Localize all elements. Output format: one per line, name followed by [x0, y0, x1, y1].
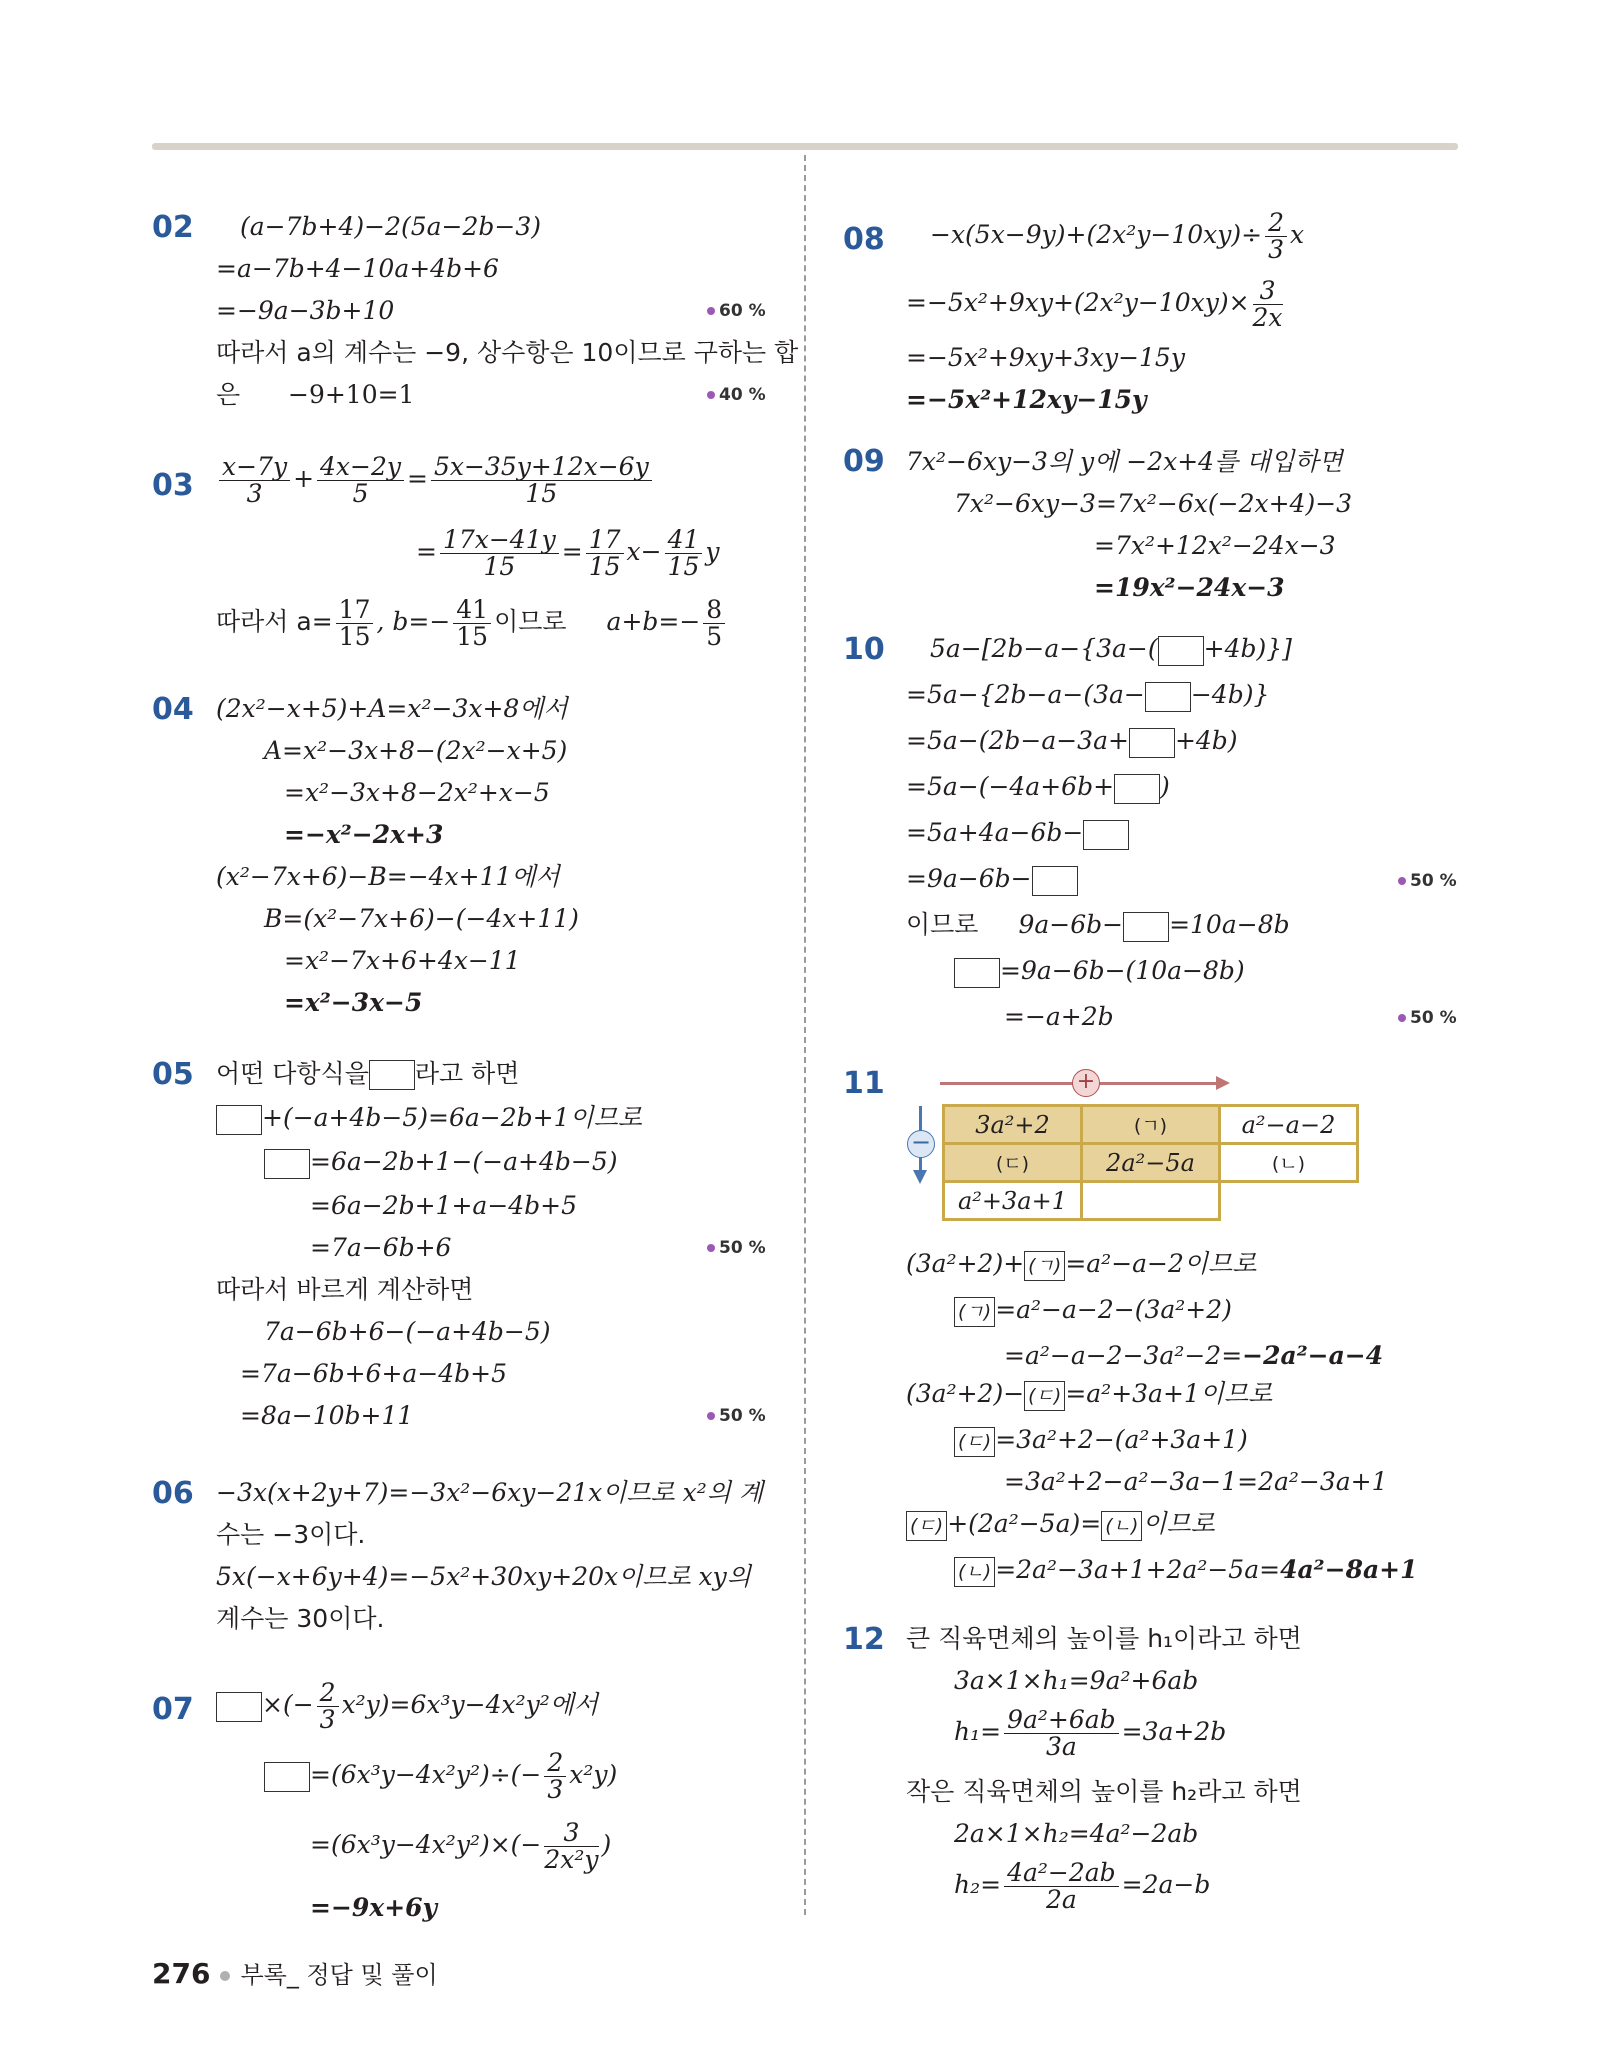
label-box: (ㄷ) [906, 1511, 947, 1541]
p12-line-4: 작은 직육면체의 높이를 h₂라고 하면 [906, 1777, 1302, 1806]
p11-grid [942, 1104, 1359, 1221]
p10-text: =5a−(2b−a−3a+ [906, 726, 1129, 755]
p12-line-3 [954, 1707, 1226, 1760]
blank-box [1129, 728, 1175, 758]
p04-line-5: (x²−7x+6)−B=−4x+11에서 [216, 862, 560, 891]
p12-text: h₁= [954, 1717, 1002, 1746]
label-box: (ㄱ) [954, 1297, 995, 1327]
frac-den: 2a [1045, 1885, 1077, 1914]
p11-line-6: =3a²+2−a²−3a−1=2a²−3a+1 [1004, 1467, 1388, 1496]
p11-text: =a²+3a+1이므로 [1065, 1379, 1273, 1408]
p08-text: =−5x²+9xy+(2x²y−10xy)× [906, 288, 1250, 317]
blank-box [954, 958, 1000, 988]
column-divider [804, 155, 806, 1915]
p09-answer: =19x²−24x−3 [1094, 573, 1285, 602]
p05-line-2 [216, 1102, 642, 1135]
frac-den: 15 [667, 552, 700, 581]
p11-line-8 [954, 1554, 1418, 1587]
grid-cell: (ㄴ) [1220, 1144, 1358, 1182]
frac-num: 17x−41y [440, 527, 559, 554]
p06-line-3: 5x(−x+6y+4)=−5x²+30xy+20x이므로 xy의 [216, 1562, 751, 1591]
p03-text-d: a+b=− [606, 607, 701, 636]
frac-num: 2 [1265, 210, 1287, 237]
p02-line-5b: −9+10=1 [288, 380, 415, 409]
p11-text: =3a²+2−(a²+3a+1) [995, 1425, 1248, 1454]
p03-text-a: 따라서 a= [216, 607, 333, 636]
footer-text: 부록_ 정답 및 풀이 [240, 1961, 438, 1989]
label-box: (ㄷ) [954, 1427, 995, 1457]
p03-line-2 [416, 527, 720, 580]
p02-line-2: =a−7b+4−10a+4b+6 [216, 254, 499, 283]
p12-text: =3a+2b [1121, 1717, 1227, 1746]
x-minus: x− [626, 537, 662, 566]
blank-box [1083, 820, 1129, 850]
p07-line-1 [216, 1680, 598, 1733]
bullet-icon [220, 1971, 230, 1981]
p10-text: +4b)}] [1203, 634, 1292, 663]
p09-line-1: 7x²−6xy−3의 y에 −2x+4를 대입하면 [906, 447, 1343, 476]
p02-line-1: (a−7b+4)−2(5a−2b−3) [240, 212, 542, 241]
arrow-head-icon [1216, 1076, 1230, 1090]
p07-answer: =−9x+6y [310, 1893, 438, 1922]
frac-num: 17 [586, 527, 624, 554]
p10-text: =5a−(−4a+6b+ [906, 772, 1115, 801]
p12-text: =2a−b [1121, 1870, 1211, 1899]
p12-line-2: 3a×1×h₁=9a²+6ab [954, 1666, 1199, 1695]
p07-text-b: x²y)=6x³y−4x²y²에서 [341, 1690, 599, 1719]
blank-box [216, 1692, 262, 1722]
p05-line-9: =8a−10b+11 [240, 1401, 414, 1430]
problem-number-12: 12 [843, 1622, 885, 1657]
p07-text: ) [601, 1830, 612, 1859]
frac-den: 15 [483, 552, 516, 581]
p10-text: 이므로 [906, 910, 979, 939]
frac-num: 9a²+6ab [1004, 1707, 1119, 1734]
page-footer [152, 1955, 438, 1990]
blank-box [1032, 866, 1078, 896]
p05-line-7: 7a−6b+6−(−a+4b−5) [264, 1317, 551, 1346]
p11-line-3 [1004, 1340, 1383, 1372]
frac-num: 41 [665, 527, 703, 554]
problem-number-10: 10 [843, 632, 885, 667]
blank-box [216, 1105, 262, 1135]
plus: + [293, 464, 315, 493]
p07-line-3 [310, 1820, 611, 1873]
p11-text: =a²−a−2−(3a²+2) [995, 1295, 1232, 1324]
p04-line-7: =x²−7x+6+4x−11 [284, 946, 521, 975]
problem-number-03: 03 [152, 468, 194, 503]
p10-text: =5a−{2b−a−(3a− [906, 680, 1145, 709]
p12-text: h₂= [954, 1870, 1002, 1899]
p11-line-1 [906, 1248, 1256, 1281]
p05-text: =6a−2b+1−(−a+4b−5) [310, 1147, 618, 1176]
p09-line-2: 7x²−6xy−3=7x²−6x(−2x+4)−3 [954, 489, 1353, 518]
frac-den: 15 [525, 479, 558, 508]
p11-line-7 [906, 1508, 1215, 1541]
p05-line-8: =7a−6b+6+a−4b+5 [240, 1359, 508, 1388]
blank-box [1158, 636, 1204, 666]
p07-text: =(6x³y−4x²y²)÷(− [310, 1760, 542, 1789]
p10-score-1: 50 % [1398, 871, 1457, 891]
header-rule [152, 143, 1458, 150]
p10-line-7 [906, 909, 1290, 942]
frac-num: 2 [544, 1750, 566, 1777]
problem-number-06: 06 [152, 1476, 194, 1511]
problem-number-07: 07 [152, 1692, 194, 1727]
frac-num: 17 [336, 597, 374, 624]
p03-line-1 [216, 454, 655, 507]
p10-text: ) [1160, 772, 1170, 801]
p03-text-b: , b=− [376, 607, 451, 636]
p10-text: +4b) [1174, 726, 1238, 755]
p11-text: =2a²−3a+1+2a²−5a= [995, 1555, 1281, 1584]
p02-line-5a: 은 [216, 380, 241, 409]
equals: = [561, 537, 583, 566]
p05-line-6: 따라서 바르게 계산하면 [216, 1275, 474, 1304]
p11-text: 이므로 [1142, 1509, 1215, 1538]
frac-den: 3 [1268, 235, 1284, 264]
frac-den: 5 [706, 622, 723, 651]
frac-den: 2x²y [544, 1845, 599, 1874]
p04-answer-b: =x²−3x−5 [284, 988, 423, 1017]
p02-score-2: 40 % [707, 385, 766, 405]
p05-text: +(−a+4b−5)=6a−2b+1이므로 [262, 1103, 642, 1132]
frac-den: 5 [352, 479, 369, 508]
frac-num: 4a²−2ab [1004, 1860, 1119, 1887]
p09-line-3: =7x²+12x²−24x−3 [1094, 531, 1336, 560]
p05-line-1 [216, 1058, 519, 1090]
p06-line-4: 계수는 30이다. [216, 1604, 385, 1633]
p11-line-2 [954, 1294, 1232, 1327]
frac-num: x−7y [219, 454, 290, 481]
p04-line-1: (2x²−x+5)+A=x²−3x+8에서 [216, 694, 568, 723]
p10-text: =10a−8b [1169, 910, 1290, 939]
problem-number-04: 04 [152, 692, 194, 727]
problem-number-08: 08 [843, 222, 885, 257]
blank-box [1114, 774, 1160, 804]
p11-text: =a²−a−2이므로 [1065, 1249, 1257, 1278]
plus-icon: + [1072, 1069, 1100, 1097]
p11-answer-b: 4a²−8a+1 [1280, 1555, 1418, 1584]
p05-line-3 [264, 1146, 617, 1179]
p11-text: (3a²+2)− [906, 1379, 1025, 1408]
frac-den: 15 [338, 622, 371, 651]
p10-text: −4b)} [1190, 680, 1270, 709]
p07-text: x²y) [569, 1760, 618, 1789]
p12-line-6 [954, 1860, 1210, 1913]
p05-score-1: 50 % [707, 1238, 766, 1258]
grid-cell: 3a²+2 [944, 1106, 1082, 1144]
p05-text-a: 어떤 다항식을 [216, 1059, 369, 1088]
p07-line-2 [264, 1750, 617, 1803]
p08-answer: =−5x²+12xy−15y [906, 385, 1147, 414]
p10-text: =9a−6b− [906, 864, 1032, 893]
p10-line-5 [906, 817, 1129, 850]
p07-text-a: ×(− [262, 1690, 314, 1719]
label-box: (ㄴ) [1101, 1511, 1142, 1541]
grid-cell: 2a²−5a [1082, 1144, 1220, 1182]
frac-num: 3 [544, 1820, 598, 1847]
p10-line-9: =−a+2b [1004, 1002, 1114, 1031]
frac-num: 4x−2y [317, 454, 404, 481]
frac-den: 3 [319, 1705, 336, 1734]
p10-text: =9a−6b−(10a−8b) [1000, 956, 1245, 985]
grid-cell: a²+3a+1 [944, 1182, 1082, 1220]
arrow-head-icon [913, 1170, 927, 1184]
minus-icon: − [907, 1130, 935, 1158]
p08-line-1 [930, 210, 1304, 263]
p10-line-3 [906, 725, 1238, 758]
frac-den: 15 [456, 622, 489, 651]
problem-number-11: 11 [843, 1066, 885, 1101]
p02-line-3: =−9a−3b+10 [216, 296, 395, 325]
equals: = [416, 537, 437, 566]
p10-line-2 [906, 679, 1269, 712]
p11-text: +(2a²−5a)= [947, 1509, 1102, 1538]
problem-number-02: 02 [152, 210, 194, 245]
p11-text: =a²−a−2−3a²−2= [1004, 1341, 1243, 1370]
p10-score-2: 50 % [1398, 1008, 1457, 1028]
grid-cell: (ㄷ) [944, 1144, 1082, 1182]
p08-line-3: =−5x²+9xy+3xy−15y [906, 343, 1185, 372]
label-box: (ㄱ) [1024, 1251, 1065, 1281]
p05-score-2: 50 % [707, 1406, 766, 1426]
p06-line-1: −3x(x+2y+7)=−3x²−6xy−21x이므로 x²의 계 [216, 1478, 764, 1507]
label-box: (ㄷ) [1024, 1381, 1065, 1411]
p11-answer-a: −2a²−a−4 [1242, 1341, 1384, 1370]
p12-line-5: 2a×1×h₂=4a²−2ab [954, 1819, 1199, 1848]
frac-den: 3 [547, 1775, 564, 1804]
p10-line-4 [906, 771, 1170, 804]
p05-text-b: 라고 하면 [414, 1059, 520, 1088]
grid-cell: (ㄱ) [1082, 1106, 1220, 1144]
page-number: 276 [152, 1957, 211, 1990]
blank-box [369, 1060, 415, 1090]
frac-den: 3 [246, 479, 263, 508]
grid-cell: a²−a−2 [1220, 1106, 1358, 1144]
p05-line-5: =7a−6b+6 [310, 1233, 452, 1262]
p10-line-1 [930, 633, 1292, 666]
grid-cell [1082, 1182, 1220, 1220]
p06-line-2: 수는 −3이다. [216, 1520, 366, 1549]
p04-line-6: B=(x²−7x+6)−(−4x+11) [264, 904, 579, 933]
frac-den: 2x [1252, 303, 1283, 332]
p07-text: =(6x³y−4x²y²)×(− [310, 1830, 542, 1859]
p12-line-1: 큰 직육면체의 높이를 h₁이라고 하면 [906, 1624, 1302, 1653]
p10-text: 9a−6b− [1018, 910, 1124, 939]
y: y [705, 537, 720, 566]
p02-score-1: 60 % [707, 301, 766, 321]
problem-number-05: 05 [152, 1057, 194, 1092]
blank-box [264, 1762, 310, 1792]
p10-line-8 [954, 955, 1245, 988]
p11-line-5 [954, 1424, 1248, 1457]
label-box: (ㄴ) [954, 1557, 995, 1587]
p03-line-3 [216, 597, 728, 650]
frac-num: 2 [317, 1680, 339, 1707]
frac-num: 5x−35y+12x−6y [431, 454, 652, 481]
frac-den: 3a [1045, 1732, 1077, 1761]
problem-number-09: 09 [843, 444, 885, 479]
frac-num: 8 [703, 597, 725, 624]
p10-text: =5a+4a−6b− [906, 818, 1084, 847]
blank-box [1123, 912, 1169, 942]
p11-line-4 [906, 1378, 1272, 1411]
p08-line-2 [906, 278, 1286, 331]
p05-line-4: =6a−2b+1+a−4b+5 [310, 1191, 578, 1220]
p04-answer-a: =−x²−2x+3 [284, 820, 444, 849]
p08-text: x [1289, 220, 1305, 249]
p10-text: 5a−[2b−a−{3a−( [930, 634, 1158, 663]
equals: = [407, 464, 428, 493]
p04-line-3: =x²−3x+8−2x²+x−5 [284, 778, 550, 807]
p11-text: (3a²+2)+ [906, 1249, 1025, 1278]
frac-num: 41 [453, 597, 491, 624]
p08-text: −x(5x−9y)+(2x²y−10xy)÷ [930, 220, 1263, 249]
frac-num: 3 [1253, 278, 1283, 305]
blank-box [1145, 682, 1191, 712]
p10-line-6 [906, 863, 1078, 896]
p02-line-4: 따라서 a의 계수는 −9, 상수항은 10이므로 구하는 합 [216, 338, 799, 367]
blank-box [264, 1149, 310, 1179]
p03-text-c: 이므로 [494, 607, 567, 636]
p04-line-2: A=x²−3x+8−(2x²−x+5) [264, 736, 568, 765]
frac-den: 15 [588, 552, 621, 581]
